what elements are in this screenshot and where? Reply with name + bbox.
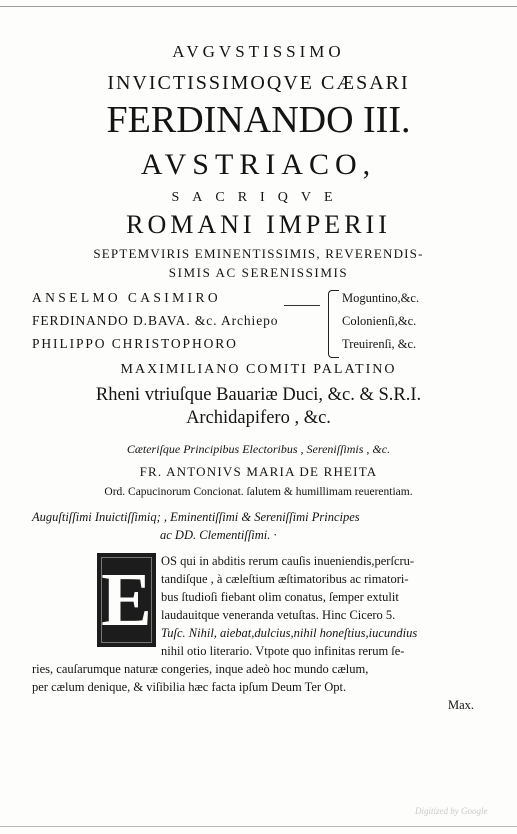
elector-see-3: Treuirenſi, &c. <box>342 337 417 351</box>
heading-line-8: SIMIS AC SERENISSIMIS <box>168 265 349 280</box>
body-line-6: nihil otio literario. Vtpote quo infinitas rerum ſe- <box>161 644 405 658</box>
elector-see-1: Moguntino,&c. <box>342 291 420 305</box>
elector-see-2: Colonienſi,&c. <box>342 314 417 328</box>
heading-line-3: FERDINANDO III. <box>106 99 411 141</box>
palatine-line: MAXIMILIANO COMITI PALATINO <box>120 362 397 377</box>
address-line-1: Auguſtiſſimi Inuictiſſimiq; , Eminentiſſimi & Sereniſſimi Principes <box>32 510 360 524</box>
decorated-initial <box>97 553 156 647</box>
elector-name-1: ANSELMO CASIMIRO <box>32 290 222 305</box>
heading-line-5: SACRIQVE <box>171 190 346 205</box>
heading-line-6: ROMANI IMPERII <box>126 210 391 239</box>
heading-line-1: AVGVSTISSIMO <box>172 42 345 61</box>
top-rule <box>0 6 517 7</box>
order-line: Ord. Capucinorum Concionat. ſalutem & humillimam reuerentiam. <box>104 486 413 498</box>
elector-name-2: FERDINANDO D.BAVA. &c. Archiepo <box>32 313 279 328</box>
body-line-8: per cælum denique, & viſibilia hæc facta ipſum Deum Ter Opt. <box>32 680 347 694</box>
heading-line-7: SEPTEMVIRIS EMINENTISSIMIS, REVERENDIS- <box>93 246 424 261</box>
body-line-1: OS qui in abditis rerum cauſis inueniendis,perſcru- <box>161 554 415 568</box>
body-line-4: laudauitque veneranda vetuſtas. Hinc Cicero 5. <box>161 608 396 622</box>
body-line-9: Max. <box>448 698 475 712</box>
body-line-2: tandiſque , à cæleſtium æſtimatoribus ac rimatori- <box>161 572 409 586</box>
heading-line-2: INVICTISSIMOQVE CÆSARI <box>107 72 410 94</box>
archidapifero-line: Archidapifero , &c. <box>186 408 331 428</box>
ceteris-line: Cæteriſque Principibus Electoribus , Sereniſſimis , &c. <box>126 442 391 456</box>
address-line-2: ac DD. Clementiſſimi. · <box>160 528 277 542</box>
rheni-line: Rheni vtriuſque Bauariæ Duci, &c. & S.R.I. <box>95 385 422 405</box>
elector-name-3: PHILIPPO CHRISTOPHORO <box>32 336 238 351</box>
initial-ornament-frame <box>101 557 152 643</box>
initial-letter: E <box>101 558 152 642</box>
heading-line-4: AVSTRIACO, <box>140 148 377 181</box>
body-line-3: bus ſtudioſi fiebant olim conatus, ſemper extulit <box>161 590 399 604</box>
electors-brace <box>328 290 339 358</box>
body-line-5: Tuſc. Nihil, aiebat,dulcius,nihil honeſtius,iucundius <box>161 626 418 640</box>
author-line: FR. ANTONIVS MARIA DE RHEITA <box>139 464 378 479</box>
watermark-text: Digitized by Google <box>415 806 488 816</box>
elector-rule <box>284 305 320 306</box>
bottom-rule <box>0 826 517 827</box>
body-line-7: ries, cauſarumque naturæ congeries, inque adeò hoc mundo cælum, <box>32 662 369 676</box>
